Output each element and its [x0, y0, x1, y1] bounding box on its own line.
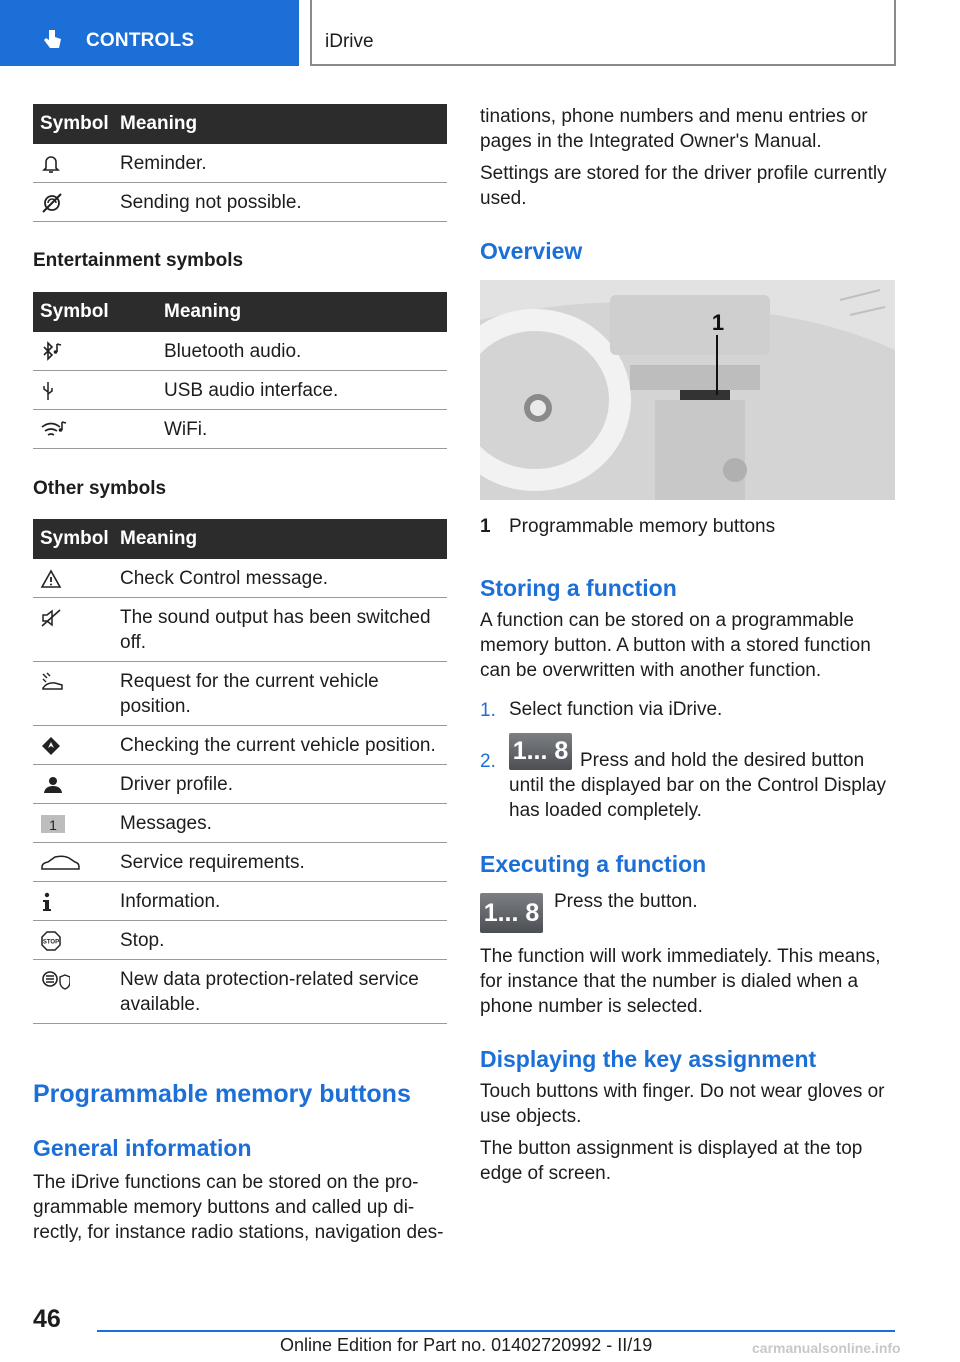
no-sending-icon: [40, 192, 64, 214]
header-divider-right: [894, 0, 896, 66]
table-row: [33, 843, 447, 882]
other-heading: Other symbols: [33, 478, 167, 499]
table-row: [33, 144, 447, 183]
col-header-symbol: Symbol: [33, 292, 164, 332]
service-car-icon: [40, 852, 80, 874]
displaying-heading: Displaying the key assignment: [480, 1046, 817, 1072]
row-meaning: Service requirements.: [120, 843, 447, 882]
executing-description: The function will work immediately. This means, for instance that the number is dialed when a phone number is selected.: [480, 946, 881, 1017]
bluetooth-audio-icon: [40, 341, 64, 363]
bell-icon: [40, 153, 62, 175]
table-row: [33, 183, 447, 222]
table-row: [33, 765, 447, 804]
footer-rule: [97, 1330, 895, 1332]
step-text: Select function via iDrive.: [509, 699, 723, 720]
vehicle-position-request-icon: [40, 671, 66, 693]
col-header-symbol: Symbol: [33, 104, 120, 144]
row-meaning: USB audio interface.: [164, 371, 447, 410]
entertainment-table: [33, 292, 447, 449]
memory-button-key-icon: 1... 8: [509, 733, 572, 770]
general-information-heading: General information: [33, 1135, 252, 1161]
row-meaning: Messages.: [120, 804, 447, 843]
row-meaning: Driver profile.: [120, 765, 447, 804]
executing-heading: Executing a function: [480, 851, 707, 877]
row-meaning: Checking the current vehicle position.: [120, 726, 447, 765]
info-icon: [40, 891, 54, 913]
driver-profile-icon: [40, 774, 66, 796]
watermark: carmanualsonline.info: [752, 1340, 901, 1356]
settings-text: Settings are stored for the driver profile currently used.: [480, 163, 887, 209]
displaying-text-2: The button assignment is displayed at the top edge of screen.: [480, 1138, 863, 1184]
section-label: CONTROLS: [86, 30, 195, 51]
row-meaning: Check Control message.: [120, 559, 447, 598]
row-meaning: The sound output has been switched off.: [120, 598, 447, 662]
col-header-symbol: Symbol: [33, 519, 120, 559]
table-row: [33, 410, 447, 449]
section-heading: Programmable memory buttons: [33, 1080, 411, 1108]
sound-off-icon: [40, 607, 64, 629]
stop-icon: [40, 930, 62, 952]
step-number: 1.: [480, 700, 496, 721]
step-text: Press and hold the desired button until the displayed bar on the Control Display has loaded completely.: [509, 750, 887, 821]
table-row: [33, 726, 447, 765]
table-row: [33, 921, 447, 960]
table-row: [33, 882, 447, 921]
storing-text: A function can be stored on a programmable memory button. A button with a stored function can be overwritten with another function.: [480, 610, 871, 681]
other-symbols-table: [33, 519, 447, 1024]
page-title: iDrive: [325, 31, 374, 52]
row-meaning: WiFi.: [164, 410, 447, 449]
table-row: [33, 371, 447, 410]
general-information-text: The iDrive functions can be stored on the pro-grammable memory buttons and called up di-rectly, for instance radio stations, navigation des-: [33, 1172, 444, 1243]
data-protection-icon: [40, 969, 70, 991]
row-meaning: Reminder.: [120, 144, 447, 183]
usb-icon: [40, 380, 56, 402]
header-divider-left: [310, 0, 312, 66]
section-tab[interactable]: [0, 0, 299, 66]
dashboard-illustration: [480, 280, 895, 500]
step-number: 2.: [480, 751, 496, 772]
table-row: [33, 332, 447, 371]
col-header-meaning: Meaning: [120, 519, 447, 559]
executing-text: Press the button.: [554, 891, 698, 912]
row-meaning: Sending not possible.: [120, 183, 447, 222]
legend-number: 1: [480, 516, 491, 537]
svg-text:1: 1: [711, 310, 725, 335]
overview-heading: Overview: [480, 238, 583, 264]
row-meaning: Stop.: [120, 921, 447, 960]
row-meaning: New data protection-related service available.: [120, 960, 447, 1024]
continued-text: tinations, phone numbers and menu entries or pages in the Integrated Owner's Manual.: [480, 106, 868, 152]
storing-heading: Storing a function: [480, 575, 677, 601]
row-meaning: Information.: [120, 882, 447, 921]
cockpit-drawing: [480, 280, 895, 500]
col-header-meaning: Meaning: [120, 104, 447, 144]
header-rule: [310, 64, 896, 66]
memory-button-key-icon: 1... 8: [480, 893, 543, 933]
table-row: [33, 598, 447, 662]
vehicle-position-check-icon: [40, 735, 62, 757]
footer-edition: Online Edition for Part no. 01402720992 - II/19: [280, 1335, 653, 1355]
wifi-audio-icon: [40, 419, 68, 441]
table-row: [33, 804, 447, 843]
entertainment-heading: Entertainment symbols: [33, 250, 244, 271]
messages-icon: [40, 813, 66, 835]
table-row: [33, 559, 447, 598]
table-row: [33, 960, 447, 1024]
row-meaning: Request for the current vehicle position.: [120, 662, 447, 726]
symbol-table-top: [33, 104, 447, 222]
legend-text: Programmable memory buttons: [509, 516, 776, 537]
table-row: [33, 662, 447, 726]
row-meaning: Bluetooth audio.: [164, 332, 447, 371]
col-header-meaning: Meaning: [164, 292, 447, 332]
hand-pointer-icon: [42, 28, 64, 50]
warning-icon: [40, 568, 62, 590]
page-number: 46: [33, 1305, 61, 1333]
displaying-text: Touch buttons with finger. Do not wear gloves or use objects.: [480, 1081, 885, 1127]
svg-text:1: 1: [49, 817, 57, 833]
svg-text:STOP: STOP: [42, 939, 60, 946]
